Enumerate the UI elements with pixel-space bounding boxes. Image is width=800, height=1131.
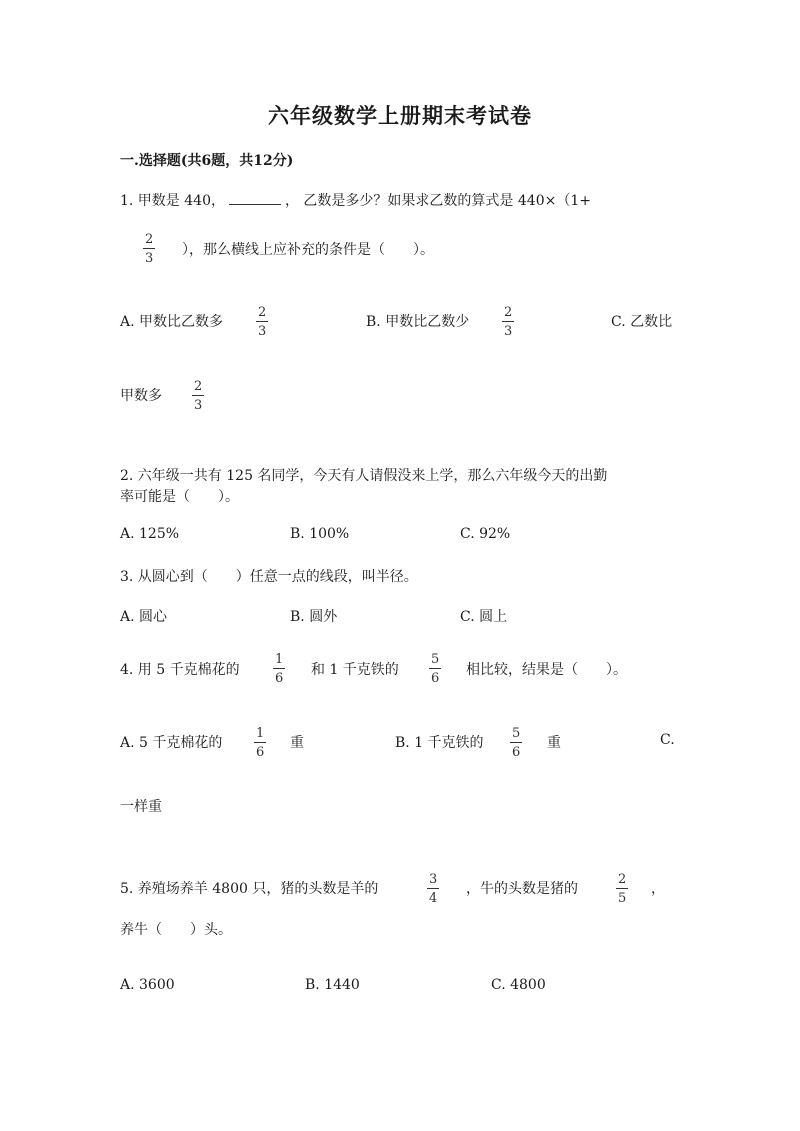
q5-text-3: ，: [651, 881, 665, 897]
fraction-num: 2: [258, 305, 267, 320]
q5-option-b: B. 1440: [305, 977, 360, 993]
q5-option-c: C. 4800: [491, 977, 546, 993]
q1-option-b-fraction: [502, 306, 514, 338]
fraction-den: 4: [429, 891, 438, 906]
q4-fraction-2: [429, 653, 441, 685]
q5-fraction-2: [616, 873, 628, 905]
q5-option-a: A. 3600: [120, 977, 175, 993]
fraction-den: 5: [618, 891, 627, 906]
q3-option-b: B. 圆外: [290, 609, 338, 625]
q1-option-a-fraction: [256, 306, 268, 338]
q1-text-b: ， 乙数是多少？如果求乙数的算式是 440×（1+: [284, 193, 591, 209]
q5-text-2: ，牛的头数是猪的: [466, 881, 578, 897]
fraction-num: 3: [429, 872, 438, 887]
q2-option-c: C. 92%: [460, 526, 511, 542]
fraction-num: 5: [431, 652, 440, 667]
q2-line1: 2. 六年级一共有 125 名同学，今天有人请假没来上学，那么六年级今天的出勤: [120, 468, 608, 484]
fraction-den: 3: [194, 398, 203, 413]
fraction-den: 6: [431, 671, 440, 686]
q1-option-c: C. 乙数比: [611, 314, 673, 330]
fraction-num: 2: [618, 872, 627, 887]
fraction-den: 3: [258, 324, 267, 339]
fraction-den: 6: [275, 671, 284, 686]
q1-option-a: A. 甲数比乙数多: [120, 314, 224, 330]
section-heading: 一.选择题(共6题，共12分): [120, 153, 294, 169]
fraction-num: 2: [194, 379, 203, 394]
q4-text-1: 4. 用 5 千克棉花的: [120, 662, 240, 678]
q4-option-c: C.: [660, 732, 675, 748]
fraction-den: 3: [504, 324, 513, 339]
q5-line2: 养牛（ ）头。: [120, 922, 232, 938]
fraction-num: 2: [504, 305, 513, 320]
q4-option-b-fraction: [510, 727, 522, 759]
q2-option-a: A. 125%: [120, 526, 180, 542]
q3-option-c: C. 圆上: [460, 609, 508, 625]
q4-option-a: A. 5 千克棉花的: [120, 735, 223, 751]
fraction-den: 6: [512, 745, 521, 760]
fraction-num: 1: [275, 652, 284, 667]
q1-line1: [120, 190, 591, 210]
q4-option-c-continued: 一样重: [120, 799, 162, 815]
q4-text-2: 和 1 千克铁的: [311, 662, 399, 678]
q1-fraction-den: 3: [145, 251, 154, 266]
q4-text-3: 相比较，结果是（ ）。: [466, 662, 627, 678]
q1-option-b: B. 甲数比乙数少: [366, 314, 470, 330]
q4-option-b: B. 1 千克铁的: [395, 735, 484, 751]
q3-line1: 3. 从圆心到（ ）任意一点的线段，叫半径。: [120, 569, 418, 585]
q2-option-b: B. 100%: [290, 526, 350, 542]
q1-fraction-num: 2: [145, 232, 154, 247]
q1-fraction: [143, 233, 155, 265]
page-title: 六年级数学上册期末考试卷: [268, 103, 532, 128]
q1-option-c-continued: 甲数多: [120, 388, 162, 404]
fraction-num: 1: [256, 726, 265, 741]
q4-option-b-tail: 重: [547, 735, 561, 751]
q5-fraction-1: [427, 873, 439, 905]
q3-option-a: A. 圆心: [120, 609, 168, 625]
fraction-den: 6: [256, 745, 265, 760]
q1-option-c-fraction: [192, 380, 204, 412]
q1-text-a: 1. 甲数是 440，: [120, 193, 225, 209]
q1-blank-line: [229, 192, 281, 205]
fraction-num: 5: [512, 726, 521, 741]
q2-line2: 率可能是（ ）。: [120, 489, 239, 505]
q1-line2: ），那么横线上应补充的条件是（ ）。: [182, 242, 434, 258]
q4-option-a-tail: 重: [290, 735, 304, 751]
q5-text-1: 5. 养殖场养羊 4800 只，猪的头数是羊的: [120, 881, 379, 897]
q4-option-a-fraction: [254, 727, 266, 759]
q4-fraction-1: [273, 653, 285, 685]
